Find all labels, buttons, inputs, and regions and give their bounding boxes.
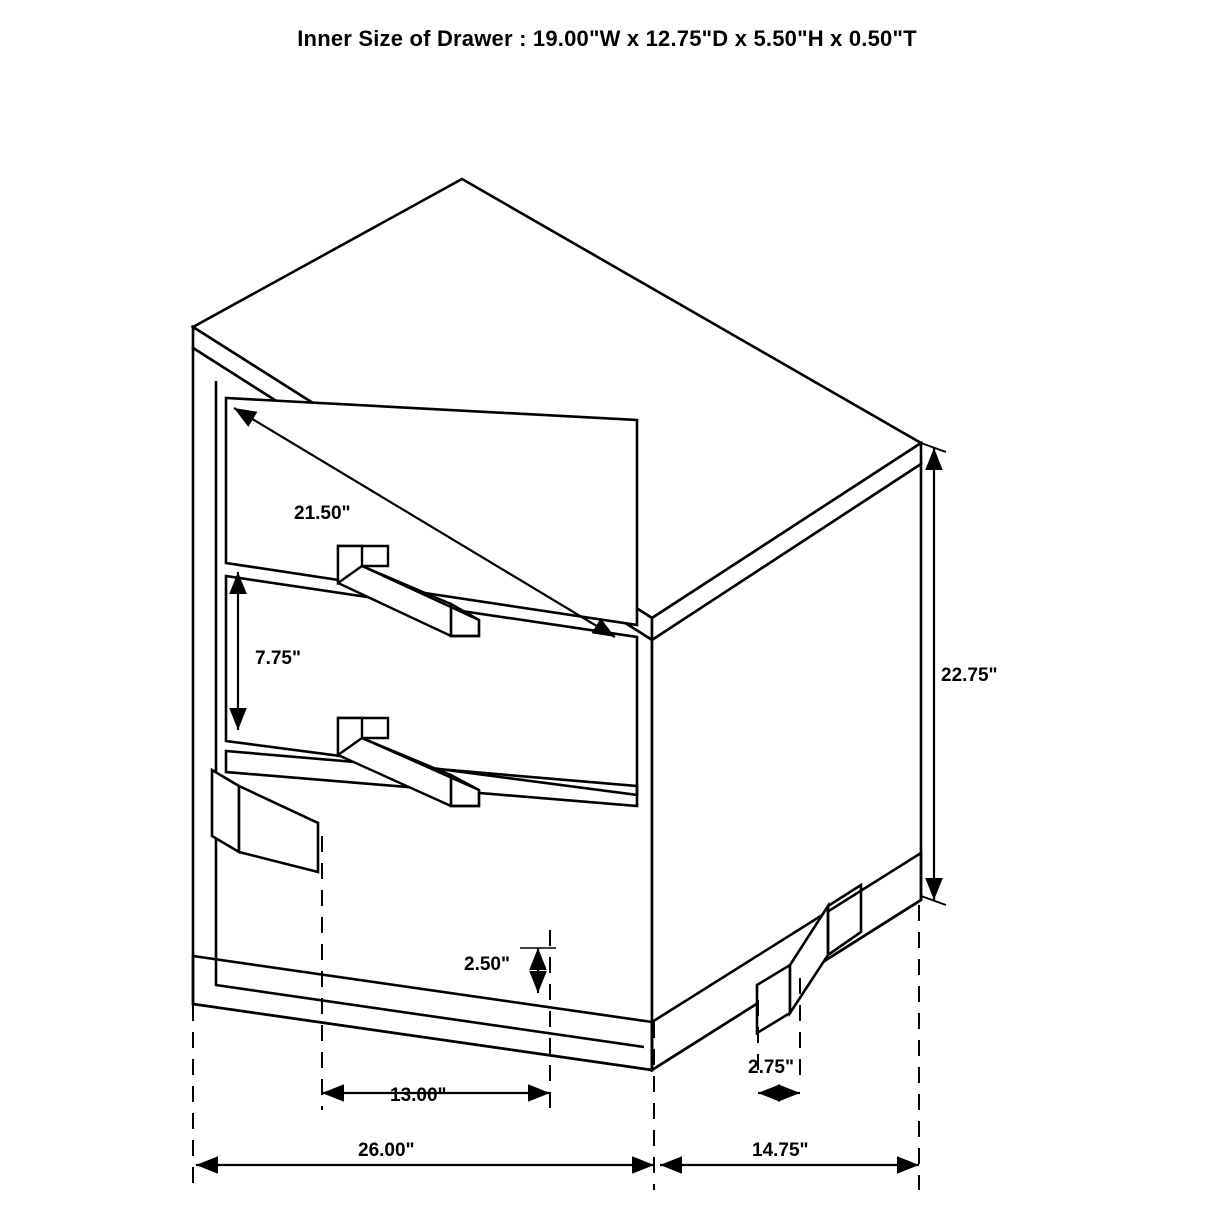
dim-label-overall-height: 22.75" (941, 665, 998, 686)
cabinet-body (193, 179, 921, 1070)
dim-label-foot-width: 2.75" (748, 1057, 794, 1078)
dim-label-drawer-height: 7.75" (255, 648, 301, 669)
leg-front-left (212, 770, 239, 852)
dim-label-base-height: 2.50" (464, 954, 510, 975)
dim-label-overall-width: 26.00" (358, 1140, 415, 1161)
dim-label-foot-inset: 13.00" (390, 1085, 447, 1106)
page-title: Inner Size of Drawer : 19.00"W x 12.75"D x 5.50"H x 0.50"T (297, 26, 917, 51)
dim-label-drawer-width: 21.50" (294, 503, 351, 524)
dim-label-overall-depth: 14.75" (752, 1140, 809, 1161)
